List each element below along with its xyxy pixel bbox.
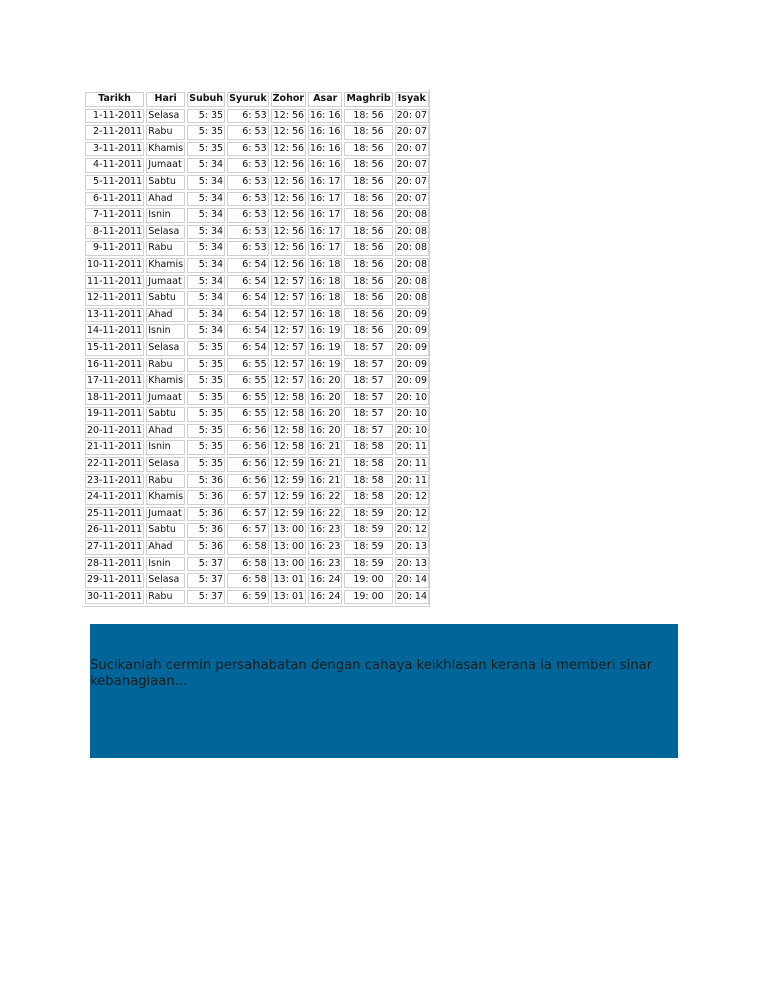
- header-asar: Asar: [308, 92, 342, 107]
- cell-hari: Sabtu: [146, 523, 185, 538]
- cell-syuruk: 6: 55: [227, 391, 269, 406]
- cell-subuh: 5: 34: [187, 192, 225, 207]
- table-row: [85, 258, 429, 273]
- cell-asar: 16: 16: [308, 142, 342, 157]
- cell-asar: 16: 16: [308, 109, 342, 124]
- cell-asar: 16: 23: [308, 523, 342, 538]
- cell-hari: Isnin: [146, 324, 185, 339]
- cell-syuruk: 6: 57: [227, 490, 269, 505]
- cell-asar: 16: 23: [308, 540, 342, 555]
- cell-tarikh: 18-11-2011: [85, 391, 144, 406]
- cell-isyak: 20: 07: [395, 175, 429, 190]
- cell-syuruk: 6: 55: [227, 407, 269, 422]
- table-row: [85, 523, 429, 538]
- cell-subuh: 5: 35: [187, 374, 225, 389]
- cell-maghrib: 18: 56: [344, 225, 392, 240]
- cell-subuh: 5: 35: [187, 142, 225, 157]
- cell-zohor: 12: 58: [271, 424, 306, 439]
- cell-asar: 16: 17: [308, 208, 342, 223]
- cell-zohor: 13: 00: [271, 540, 306, 555]
- cell-maghrib: 18: 56: [344, 109, 392, 124]
- table-row: [85, 291, 429, 306]
- cell-subuh: 5: 35: [187, 407, 225, 422]
- table-row: [85, 208, 429, 223]
- cell-maghrib: 18: 56: [344, 175, 392, 190]
- cell-maghrib: 19: 00: [344, 590, 392, 605]
- cell-maghrib: 18: 57: [344, 341, 392, 356]
- cell-zohor: 12: 59: [271, 457, 306, 472]
- header-maghrib: Maghrib: [344, 92, 392, 107]
- cell-maghrib: 18: 56: [344, 291, 392, 306]
- quote-text: Sucikanlah cermin persahabatan dengan cahaya keikhlasan kerana ia memberi sinar kebahagiaan...: [90, 658, 653, 689]
- cell-isyak: 20: 08: [395, 258, 429, 273]
- cell-isyak: 20: 09: [395, 324, 429, 339]
- cell-isyak: 20: 07: [395, 109, 429, 124]
- cell-tarikh: 4-11-2011: [85, 158, 144, 173]
- cell-hari: Rabu: [146, 590, 185, 605]
- cell-hari: Selasa: [146, 109, 185, 124]
- cell-maghrib: 18: 56: [344, 192, 392, 207]
- cell-maghrib: 18: 56: [344, 158, 392, 173]
- cell-isyak: 20: 10: [395, 391, 429, 406]
- cell-asar: 16: 21: [308, 440, 342, 455]
- cell-subuh: 5: 34: [187, 258, 225, 273]
- table-row: [85, 241, 429, 256]
- cell-zohor: 12: 57: [271, 308, 306, 323]
- cell-syuruk: 6: 57: [227, 507, 269, 522]
- cell-zohor: 13: 00: [271, 557, 306, 572]
- cell-zohor: 12: 56: [271, 225, 306, 240]
- table-header-row: [85, 92, 429, 107]
- cell-maghrib: 18: 56: [344, 142, 392, 157]
- cell-zohor: 12: 56: [271, 208, 306, 223]
- cell-tarikh: 26-11-2011: [85, 523, 144, 538]
- cell-subuh: 5: 35: [187, 125, 225, 140]
- cell-syuruk: 6: 59: [227, 590, 269, 605]
- cell-subuh: 5: 37: [187, 573, 225, 588]
- cell-isyak: 20: 09: [395, 374, 429, 389]
- cell-hari: Rabu: [146, 358, 185, 373]
- cell-hari: Ahad: [146, 424, 185, 439]
- cell-subuh: 5: 36: [187, 540, 225, 555]
- cell-asar: 16: 20: [308, 407, 342, 422]
- header-subuh: Subuh: [187, 92, 225, 107]
- cell-tarikh: 7-11-2011: [85, 208, 144, 223]
- cell-hari: Ahad: [146, 540, 185, 555]
- cell-subuh: 5: 37: [187, 557, 225, 572]
- quote-banner: [90, 624, 678, 758]
- cell-subuh: 5: 36: [187, 523, 225, 538]
- cell-isyak: 20: 12: [395, 490, 429, 505]
- cell-tarikh: 24-11-2011: [85, 490, 144, 505]
- cell-zohor: 12: 57: [271, 324, 306, 339]
- cell-syuruk: 6: 54: [227, 308, 269, 323]
- cell-maghrib: 18: 59: [344, 540, 392, 555]
- table-row: [85, 358, 429, 373]
- cell-syuruk: 6: 56: [227, 474, 269, 489]
- header-tarikh: Tarikh: [85, 92, 144, 107]
- cell-maghrib: 18: 56: [344, 125, 392, 140]
- cell-zohor: 12: 56: [271, 109, 306, 124]
- table-row: [85, 557, 429, 572]
- cell-isyak: 20: 10: [395, 424, 429, 439]
- cell-hari: Selasa: [146, 341, 185, 356]
- cell-syuruk: 6: 58: [227, 557, 269, 572]
- cell-zohor: 12: 58: [271, 391, 306, 406]
- cell-subuh: 5: 34: [187, 241, 225, 256]
- cell-tarikh: 22-11-2011: [85, 457, 144, 472]
- cell-isyak: 20: 07: [395, 192, 429, 207]
- cell-zohor: 12: 58: [271, 407, 306, 422]
- cell-zohor: 12: 57: [271, 358, 306, 373]
- cell-subuh: 5: 36: [187, 507, 225, 522]
- cell-asar: 16: 24: [308, 590, 342, 605]
- cell-isyak: 20: 11: [395, 440, 429, 455]
- table-row: [85, 308, 429, 323]
- cell-maghrib: 18: 59: [344, 523, 392, 538]
- table-row: [85, 324, 429, 339]
- cell-syuruk: 6: 54: [227, 291, 269, 306]
- cell-subuh: 5: 34: [187, 175, 225, 190]
- cell-hari: Isnin: [146, 440, 185, 455]
- cell-isyak: 20: 09: [395, 358, 429, 373]
- cell-subuh: 5: 34: [187, 225, 225, 240]
- header-hari: Hari: [146, 92, 185, 107]
- cell-syuruk: 6: 56: [227, 457, 269, 472]
- cell-tarikh: 2-11-2011: [85, 125, 144, 140]
- cell-subuh: 5: 36: [187, 474, 225, 489]
- cell-zohor: 13: 01: [271, 590, 306, 605]
- cell-syuruk: 6: 53: [227, 109, 269, 124]
- cell-hari: Selasa: [146, 225, 185, 240]
- table-row: [85, 457, 429, 472]
- table-row: [85, 474, 429, 489]
- cell-asar: 16: 24: [308, 573, 342, 588]
- cell-tarikh: 23-11-2011: [85, 474, 144, 489]
- cell-syuruk: 6: 54: [227, 275, 269, 290]
- cell-maghrib: 18: 56: [344, 208, 392, 223]
- cell-syuruk: 6: 54: [227, 341, 269, 356]
- cell-zohor: 12: 57: [271, 291, 306, 306]
- cell-hari: Rabu: [146, 241, 185, 256]
- cell-zohor: 12: 56: [271, 125, 306, 140]
- cell-hari: Rabu: [146, 474, 185, 489]
- cell-zohor: 12: 56: [271, 142, 306, 157]
- cell-isyak: 20: 07: [395, 158, 429, 173]
- cell-syuruk: 6: 53: [227, 125, 269, 140]
- cell-maghrib: 18: 57: [344, 391, 392, 406]
- table-body: [85, 109, 429, 605]
- cell-subuh: 5: 35: [187, 440, 225, 455]
- cell-asar: 16: 22: [308, 490, 342, 505]
- cell-asar: 16: 20: [308, 424, 342, 439]
- prayer-times-table-container: [82, 89, 430, 607]
- cell-tarikh: 1-11-2011: [85, 109, 144, 124]
- cell-asar: 16: 17: [308, 192, 342, 207]
- table-row: [85, 109, 429, 124]
- cell-isyak: 20: 11: [395, 457, 429, 472]
- table-row: [85, 142, 429, 157]
- cell-maghrib: 18: 57: [344, 407, 392, 422]
- cell-hari: Jumaat: [146, 275, 185, 290]
- cell-asar: 16: 18: [308, 275, 342, 290]
- cell-asar: 16: 22: [308, 507, 342, 522]
- cell-tarikh: 28-11-2011: [85, 557, 144, 572]
- cell-tarikh: 21-11-2011: [85, 440, 144, 455]
- cell-maghrib: 18: 56: [344, 258, 392, 273]
- cell-isyak: 20: 14: [395, 573, 429, 588]
- cell-isyak: 20: 08: [395, 275, 429, 290]
- cell-hari: Ahad: [146, 192, 185, 207]
- prayer-times-table: [83, 90, 431, 606]
- cell-tarikh: 19-11-2011: [85, 407, 144, 422]
- cell-asar: 16: 20: [308, 391, 342, 406]
- cell-tarikh: 25-11-2011: [85, 507, 144, 522]
- cell-syuruk: 6: 53: [227, 142, 269, 157]
- cell-asar: 16: 19: [308, 341, 342, 356]
- cell-tarikh: 29-11-2011: [85, 573, 144, 588]
- cell-tarikh: 9-11-2011: [85, 241, 144, 256]
- cell-syuruk: 6: 55: [227, 358, 269, 373]
- cell-hari: Selasa: [146, 457, 185, 472]
- cell-syuruk: 6: 55: [227, 374, 269, 389]
- table-row: [85, 158, 429, 173]
- header-zohor: Zohor: [271, 92, 306, 107]
- cell-syuruk: 6: 53: [227, 225, 269, 240]
- cell-subuh: 5: 35: [187, 391, 225, 406]
- cell-tarikh: 12-11-2011: [85, 291, 144, 306]
- cell-asar: 16: 19: [308, 358, 342, 373]
- cell-isyak: 20: 12: [395, 523, 429, 538]
- cell-maghrib: 19: 00: [344, 573, 392, 588]
- cell-zohor: 12: 59: [271, 490, 306, 505]
- cell-isyak: 20: 08: [395, 291, 429, 306]
- cell-subuh: 5: 34: [187, 308, 225, 323]
- table-row: [85, 175, 429, 190]
- cell-isyak: 20: 09: [395, 308, 429, 323]
- cell-syuruk: 6: 57: [227, 523, 269, 538]
- cell-maghrib: 18: 58: [344, 457, 392, 472]
- cell-subuh: 5: 37: [187, 590, 225, 605]
- cell-hari: Khamis: [146, 490, 185, 505]
- table-row: [85, 490, 429, 505]
- table-row: [85, 590, 429, 605]
- table-row: [85, 192, 429, 207]
- cell-zohor: 12: 56: [271, 175, 306, 190]
- table-row: [85, 440, 429, 455]
- cell-hari: Sabtu: [146, 407, 185, 422]
- table-row: [85, 507, 429, 522]
- cell-zohor: 13: 00: [271, 523, 306, 538]
- cell-syuruk: 6: 53: [227, 208, 269, 223]
- cell-syuruk: 6: 53: [227, 175, 269, 190]
- cell-isyak: 20: 08: [395, 208, 429, 223]
- cell-syuruk: 6: 53: [227, 192, 269, 207]
- cell-subuh: 5: 34: [187, 208, 225, 223]
- cell-zohor: 13: 01: [271, 573, 306, 588]
- cell-zohor: 12: 57: [271, 341, 306, 356]
- cell-tarikh: 17-11-2011: [85, 374, 144, 389]
- cell-subuh: 5: 35: [187, 341, 225, 356]
- table-row: [85, 374, 429, 389]
- header-syuruk: Syuruk: [227, 92, 269, 107]
- cell-zohor: 12: 56: [271, 258, 306, 273]
- cell-hari: Selasa: [146, 573, 185, 588]
- cell-tarikh: 3-11-2011: [85, 142, 144, 157]
- cell-asar: 16: 18: [308, 308, 342, 323]
- cell-maghrib: 18: 57: [344, 424, 392, 439]
- cell-tarikh: 15-11-2011: [85, 341, 144, 356]
- cell-subuh: 5: 36: [187, 490, 225, 505]
- table-row: [85, 540, 429, 555]
- cell-asar: 16: 21: [308, 474, 342, 489]
- cell-hari: Rabu: [146, 125, 185, 140]
- cell-tarikh: 6-11-2011: [85, 192, 144, 207]
- cell-tarikh: 27-11-2011: [85, 540, 144, 555]
- table-row: [85, 275, 429, 290]
- cell-isyak: 20: 12: [395, 507, 429, 522]
- cell-isyak: 20: 08: [395, 225, 429, 240]
- cell-maghrib: 18: 56: [344, 241, 392, 256]
- cell-maghrib: 18: 58: [344, 440, 392, 455]
- cell-subuh: 5: 34: [187, 275, 225, 290]
- cell-asar: 16: 23: [308, 557, 342, 572]
- cell-subuh: 5: 34: [187, 158, 225, 173]
- cell-asar: 16: 17: [308, 225, 342, 240]
- cell-isyak: 20: 09: [395, 341, 429, 356]
- table-row: [85, 225, 429, 240]
- cell-asar: 16: 20: [308, 374, 342, 389]
- cell-syuruk: 6: 56: [227, 424, 269, 439]
- cell-hari: Jumaat: [146, 158, 185, 173]
- cell-syuruk: 6: 58: [227, 540, 269, 555]
- cell-isyak: 20: 08: [395, 241, 429, 256]
- cell-maghrib: 18: 57: [344, 374, 392, 389]
- table-row: [85, 125, 429, 140]
- cell-asar: 16: 17: [308, 175, 342, 190]
- cell-maghrib: 18: 59: [344, 507, 392, 522]
- cell-maghrib: 18: 56: [344, 275, 392, 290]
- cell-maghrib: 18: 58: [344, 474, 392, 489]
- cell-isyak: 20: 14: [395, 590, 429, 605]
- cell-maghrib: 18: 59: [344, 557, 392, 572]
- cell-asar: 16: 21: [308, 457, 342, 472]
- cell-syuruk: 6: 53: [227, 158, 269, 173]
- cell-subuh: 5: 35: [187, 358, 225, 373]
- cell-tarikh: 14-11-2011: [85, 324, 144, 339]
- cell-syuruk: 6: 58: [227, 573, 269, 588]
- cell-asar: 16: 17: [308, 241, 342, 256]
- cell-isyak: 20: 07: [395, 142, 429, 157]
- cell-maghrib: 18: 58: [344, 490, 392, 505]
- cell-hari: Isnin: [146, 557, 185, 572]
- cell-hari: Isnin: [146, 208, 185, 223]
- table-row: [85, 341, 429, 356]
- cell-tarikh: 13-11-2011: [85, 308, 144, 323]
- cell-hari: Khamis: [146, 142, 185, 157]
- cell-tarikh: 11-11-2011: [85, 275, 144, 290]
- cell-tarikh: 16-11-2011: [85, 358, 144, 373]
- cell-hari: Khamis: [146, 374, 185, 389]
- cell-subuh: 5: 34: [187, 324, 225, 339]
- table-row: [85, 391, 429, 406]
- cell-zohor: 12: 56: [271, 158, 306, 173]
- cell-syuruk: 6: 54: [227, 324, 269, 339]
- cell-zohor: 12: 59: [271, 474, 306, 489]
- cell-hari: Jumaat: [146, 391, 185, 406]
- cell-zohor: 12: 57: [271, 275, 306, 290]
- cell-zohor: 12: 59: [271, 507, 306, 522]
- cell-isyak: 20: 11: [395, 474, 429, 489]
- cell-subuh: 5: 35: [187, 109, 225, 124]
- cell-hari: Sabtu: [146, 291, 185, 306]
- cell-isyak: 20: 13: [395, 557, 429, 572]
- table-row: [85, 424, 429, 439]
- cell-subuh: 5: 35: [187, 424, 225, 439]
- cell-syuruk: 6: 54: [227, 258, 269, 273]
- cell-subuh: 5: 34: [187, 291, 225, 306]
- cell-hari: Ahad: [146, 308, 185, 323]
- cell-asar: 16: 16: [308, 125, 342, 140]
- cell-zohor: 12: 57: [271, 374, 306, 389]
- cell-hari: Sabtu: [146, 175, 185, 190]
- cell-isyak: 20: 13: [395, 540, 429, 555]
- cell-tarikh: 20-11-2011: [85, 424, 144, 439]
- cell-asar: 16: 19: [308, 324, 342, 339]
- cell-asar: 16: 16: [308, 158, 342, 173]
- cell-maghrib: 18: 56: [344, 308, 392, 323]
- table-row: [85, 407, 429, 422]
- header-isyak: Isyak: [395, 92, 429, 107]
- table-row: [85, 573, 429, 588]
- cell-syuruk: 6: 56: [227, 440, 269, 455]
- cell-tarikh: 5-11-2011: [85, 175, 144, 190]
- cell-maghrib: 18: 57: [344, 358, 392, 373]
- cell-maghrib: 18: 56: [344, 324, 392, 339]
- cell-zohor: 12: 56: [271, 192, 306, 207]
- cell-tarikh: 10-11-2011: [85, 258, 144, 273]
- cell-tarikh: 30-11-2011: [85, 590, 144, 605]
- cell-asar: 16: 18: [308, 258, 342, 273]
- cell-syuruk: 6: 53: [227, 241, 269, 256]
- cell-isyak: 20: 10: [395, 407, 429, 422]
- cell-hari: Khamis: [146, 258, 185, 273]
- cell-zohor: 12: 56: [271, 241, 306, 256]
- cell-hari: Jumaat: [146, 507, 185, 522]
- cell-zohor: 12: 58: [271, 440, 306, 455]
- cell-isyak: 20: 07: [395, 125, 429, 140]
- cell-asar: 16: 18: [308, 291, 342, 306]
- cell-tarikh: 8-11-2011: [85, 225, 144, 240]
- cell-subuh: 5: 35: [187, 457, 225, 472]
